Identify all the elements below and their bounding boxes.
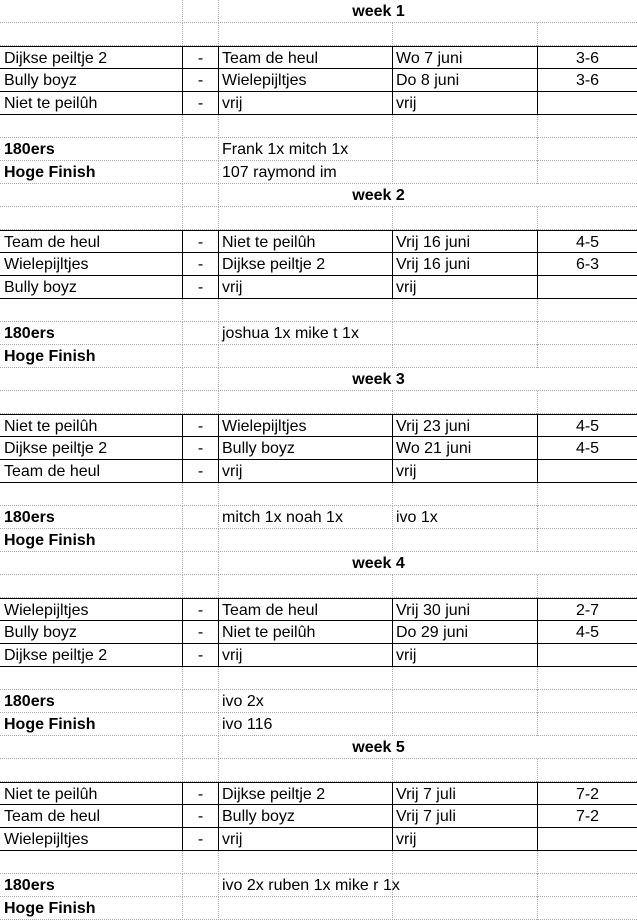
away-team[interactable]: vrij (219, 92, 393, 115)
match-score[interactable]: 3-6 (575, 72, 600, 89)
cell[interactable] (538, 391, 637, 414)
cell[interactable] (183, 713, 219, 736)
cell[interactable] (183, 138, 219, 161)
cell[interactable] (393, 667, 538, 690)
cell[interactable] (183, 23, 219, 46)
cell[interactable] (183, 897, 219, 920)
match-row (0, 69, 637, 92)
home-team[interactable]: Bully boyz (0, 621, 183, 644)
cell[interactable] (393, 23, 538, 46)
cell[interactable] (183, 874, 219, 897)
cell[interactable] (219, 575, 393, 598)
cell[interactable] (538, 345, 637, 368)
cell[interactable] (183, 345, 219, 368)
stats-180-label[interactable]: 180ers (0, 874, 183, 897)
match-date[interactable]: Vrij 16 juni (393, 231, 538, 254)
separator[interactable]: - (183, 253, 219, 276)
high-finish-row (0, 897, 637, 920)
match-score[interactable]: 7-2 (575, 786, 600, 803)
home-team[interactable]: Dijkse peiltje 2 (0, 437, 183, 460)
cell[interactable] (0, 299, 183, 322)
high-finish-value[interactable]: ivo 116 (219, 713, 393, 736)
cell[interactable] (183, 299, 219, 322)
cell[interactable] (538, 552, 637, 575)
separator[interactable]: - (183, 276, 219, 299)
separator[interactable]: - (183, 644, 219, 667)
empty-row (0, 851, 637, 874)
cell[interactable] (183, 0, 219, 23)
cell[interactable] (183, 851, 219, 874)
away-team[interactable]: Niet te peilûh (219, 231, 393, 254)
match-date[interactable]: Vrij 7 juli (393, 805, 538, 828)
week-header-row (0, 736, 637, 759)
high-finish-extra[interactable] (393, 897, 538, 920)
home-team[interactable]: Bully boyz (0, 276, 183, 299)
stats-180-value[interactable]: ivo 2x ruben 1x mike r 1x (219, 874, 393, 897)
separator[interactable]: - (183, 805, 219, 828)
high-finish-label[interactable]: Hoge Finish (0, 897, 183, 920)
high-finish-row (0, 529, 637, 552)
high-finish-label[interactable]: Hoge Finish (0, 529, 183, 552)
away-team[interactable]: Niet te peilûh (219, 621, 393, 644)
match-row (0, 828, 637, 851)
cell[interactable] (219, 851, 393, 874)
stats-180-row (0, 322, 637, 345)
week-header-row (0, 0, 637, 23)
match-date[interactable]: Vrij 23 juni (393, 415, 538, 438)
match-row (0, 437, 637, 460)
high-finish-row (0, 345, 637, 368)
cell[interactable] (183, 391, 219, 414)
cell[interactable] (219, 207, 393, 230)
match-score[interactable]: 3-6 (575, 50, 600, 67)
away-team[interactable]: Dijkse peiltje 2 (219, 253, 393, 276)
empty-row (0, 759, 637, 782)
high-finish-value[interactable] (219, 529, 393, 552)
cell[interactable] (219, 667, 393, 690)
cell[interactable] (183, 115, 219, 138)
stats-180-label[interactable]: 180ers (0, 322, 183, 345)
home-team[interactable]: Wielepijltjes (0, 599, 183, 622)
away-team[interactable]: vrij (219, 460, 393, 483)
cell[interactable] (183, 207, 219, 230)
match-row (0, 46, 637, 69)
cell[interactable] (183, 161, 219, 184)
separator[interactable]: - (183, 415, 219, 438)
empty-row (0, 23, 637, 46)
cell[interactable] (183, 506, 219, 529)
cell[interactable] (538, 368, 637, 391)
stats-180-label[interactable]: 180ers (0, 690, 183, 713)
cell[interactable] (393, 483, 538, 506)
cell[interactable] (183, 322, 219, 345)
cell[interactable] (0, 552, 183, 575)
match-row (0, 805, 637, 828)
cell[interactable] (538, 23, 637, 46)
cell[interactable] (0, 368, 183, 391)
stats-180-value[interactable]: mitch 1x noah 1x (219, 506, 393, 529)
cell[interactable] (538, 759, 637, 782)
match-score[interactable]: 4-5 (575, 234, 600, 251)
away-team[interactable]: Team de heul (219, 47, 393, 70)
match-row (0, 598, 637, 621)
match-date[interactable]: vrij (393, 828, 538, 851)
stats-180-row (0, 690, 637, 713)
match-row (0, 253, 637, 276)
match-date[interactable]: vrij (393, 276, 538, 299)
cell[interactable] (393, 575, 538, 598)
stats-180-value[interactable]: Frank 1x mitch 1x (219, 138, 393, 161)
away-team[interactable]: vrij (219, 276, 393, 299)
match-score[interactable]: 2-7 (575, 602, 600, 619)
stats-180-label[interactable]: 180ers (0, 506, 183, 529)
cell[interactable] (183, 552, 219, 575)
cell[interactable] (538, 207, 637, 230)
cell[interactable] (0, 207, 183, 230)
stats-180-row (0, 138, 637, 161)
cell[interactable] (538, 0, 637, 23)
cell[interactable] (538, 138, 637, 161)
cell[interactable] (538, 529, 637, 552)
separator[interactable]: - (183, 437, 219, 460)
cell[interactable] (0, 667, 183, 690)
match-score[interactable] (538, 276, 637, 299)
match-date[interactable]: Wo 7 juni (393, 47, 538, 70)
away-team[interactable]: vrij (219, 644, 393, 667)
cell[interactable] (183, 667, 219, 690)
cell[interactable] (538, 184, 637, 207)
stats-180-value[interactable]: joshua 1x mike t 1x (219, 322, 393, 345)
week-title[interactable]: week 2 (352, 187, 405, 204)
match-score[interactable] (538, 460, 637, 483)
high-finish-value[interactable]: 107 raymond im (219, 161, 393, 184)
high-finish-label[interactable]: Hoge Finish (0, 713, 183, 736)
away-team[interactable]: Wielepijltjes (219, 415, 393, 438)
empty-row (0, 483, 637, 506)
stats-180-extra[interactable] (393, 874, 538, 897)
match-row (0, 782, 637, 805)
away-team[interactable]: vrij (219, 828, 393, 851)
match-date[interactable]: Wo 21 juni (393, 437, 538, 460)
week-header-row (0, 184, 637, 207)
match-score[interactable]: 4-5 (575, 624, 600, 641)
cell[interactable] (0, 115, 183, 138)
high-finish-value[interactable] (219, 897, 393, 920)
cell[interactable] (183, 483, 219, 506)
match-date[interactable]: Vrij 7 juli (393, 783, 538, 806)
cell[interactable] (538, 874, 637, 897)
cell[interactable] (219, 759, 393, 782)
home-team[interactable]: Niet te peilûh (0, 92, 183, 115)
home-team[interactable]: Wielepijltjes (0, 253, 183, 276)
stats-180-extra[interactable] (393, 322, 538, 345)
high-finish-value[interactable] (219, 345, 393, 368)
cell[interactable] (538, 736, 637, 759)
cell[interactable] (538, 690, 637, 713)
home-team[interactable]: Wielepijltjes (0, 828, 183, 851)
match-score[interactable]: 4-5 (575, 418, 600, 435)
match-date[interactable]: Vrij 16 juni (393, 253, 538, 276)
week-header-row (0, 368, 637, 391)
match-date[interactable]: vrij (393, 644, 538, 667)
cell[interactable] (0, 0, 183, 23)
away-team[interactable]: Bully boyz (219, 805, 393, 828)
high-finish-row (0, 161, 637, 184)
high-finish-extra[interactable] (393, 529, 538, 552)
high-finish-extra[interactable] (393, 713, 538, 736)
cell[interactable] (0, 23, 183, 46)
cell[interactable] (219, 391, 393, 414)
empty-row (0, 207, 637, 230)
separator[interactable]: - (183, 69, 219, 92)
cell[interactable] (219, 299, 393, 322)
cell[interactable] (393, 207, 538, 230)
cell[interactable] (0, 575, 183, 598)
week-title[interactable]: week 3 (352, 371, 405, 388)
cell[interactable] (538, 506, 637, 529)
separator[interactable]: - (183, 231, 219, 254)
cell[interactable] (183, 368, 219, 391)
home-team[interactable]: Niet te peilûh (0, 783, 183, 806)
cell[interactable] (219, 115, 393, 138)
cell[interactable] (538, 575, 637, 598)
stats-180-extra[interactable] (393, 690, 538, 713)
home-team[interactable]: Dijkse peiltje 2 (0, 644, 183, 667)
stats-180-label[interactable]: 180ers (0, 138, 183, 161)
cell[interactable] (0, 184, 183, 207)
cell[interactable] (538, 322, 637, 345)
high-finish-extra[interactable] (393, 345, 538, 368)
stats-180-extra[interactable] (393, 138, 538, 161)
cell[interactable] (393, 851, 538, 874)
match-score[interactable] (538, 92, 637, 115)
empty-row (0, 391, 637, 414)
match-row (0, 644, 637, 667)
cell[interactable] (393, 299, 538, 322)
separator[interactable]: - (183, 621, 219, 644)
cell[interactable] (538, 115, 637, 138)
match-date[interactable]: vrij (393, 460, 538, 483)
empty-row (0, 115, 637, 138)
match-date[interactable]: Do 8 juni (393, 69, 538, 92)
cell[interactable] (183, 759, 219, 782)
cell[interactable] (538, 161, 637, 184)
separator[interactable]: - (183, 92, 219, 115)
match-row (0, 92, 637, 115)
separator[interactable]: - (183, 47, 219, 70)
home-team[interactable]: Team de heul (0, 805, 183, 828)
high-finish-extra[interactable] (393, 161, 538, 184)
home-team[interactable]: Niet te peilûh (0, 415, 183, 438)
away-team[interactable]: Dijkse peiltje 2 (219, 783, 393, 806)
cell[interactable] (183, 736, 219, 759)
week-title[interactable]: week 4 (352, 555, 405, 572)
cell[interactable] (393, 759, 538, 782)
cell[interactable] (219, 483, 393, 506)
stats-180-row (0, 506, 637, 529)
match-row (0, 621, 637, 644)
separator[interactable]: - (183, 783, 219, 806)
cell[interactable] (538, 851, 637, 874)
match-date[interactable]: Vrij 30 juni (393, 599, 538, 622)
cell[interactable] (0, 759, 183, 782)
empty-row (0, 667, 637, 690)
cell[interactable] (183, 184, 219, 207)
home-team[interactable]: Team de heul (0, 231, 183, 254)
high-finish-label[interactable]: Hoge Finish (0, 161, 183, 184)
cell[interactable] (0, 851, 183, 874)
cell[interactable] (183, 690, 219, 713)
separator[interactable]: - (183, 828, 219, 851)
cell[interactable] (538, 483, 637, 506)
cell[interactable] (538, 713, 637, 736)
separator[interactable]: - (183, 599, 219, 622)
empty-row (0, 575, 637, 598)
week-header-row (0, 552, 637, 575)
home-team[interactable]: Bully boyz (0, 69, 183, 92)
cell[interactable] (538, 897, 637, 920)
empty-row (0, 299, 637, 322)
cell[interactable] (393, 391, 538, 414)
cell[interactable] (219, 23, 393, 46)
match-date[interactable]: vrij (393, 92, 538, 115)
match-score[interactable]: 7-2 (575, 808, 600, 825)
cell[interactable] (0, 736, 183, 759)
cell[interactable] (183, 529, 219, 552)
away-team[interactable]: Team de heul (219, 599, 393, 622)
cell[interactable] (0, 391, 183, 414)
away-team[interactable]: Wielepijltjes (219, 69, 393, 92)
away-team[interactable]: Bully boyz (219, 437, 393, 460)
match-score[interactable]: 4-5 (575, 440, 600, 457)
match-score[interactable]: 6-3 (575, 256, 600, 273)
match-row (0, 414, 637, 437)
cell[interactable] (538, 299, 637, 322)
high-finish-row (0, 713, 637, 736)
high-finish-label[interactable]: Hoge Finish (0, 345, 183, 368)
match-row (0, 460, 637, 483)
cell[interactable] (183, 575, 219, 598)
separator[interactable]: - (183, 460, 219, 483)
home-team[interactable]: Dijkse peiltje 2 (0, 47, 183, 70)
week-title[interactable]: week 5 (352, 739, 405, 756)
home-team[interactable]: Team de heul (0, 460, 183, 483)
cell[interactable] (393, 115, 538, 138)
match-score[interactable] (538, 644, 637, 667)
cell[interactable] (538, 667, 637, 690)
match-score[interactable] (538, 828, 637, 851)
match-row (0, 230, 637, 253)
week-title[interactable]: week 1 (352, 3, 405, 20)
stats-180-row (0, 874, 637, 897)
stats-180-value[interactable]: ivo 2x (219, 690, 393, 713)
match-row (0, 276, 637, 299)
cell[interactable] (0, 483, 183, 506)
match-date[interactable]: Do 29 juni (393, 621, 538, 644)
stats-180-extra[interactable]: ivo 1x (393, 506, 538, 529)
